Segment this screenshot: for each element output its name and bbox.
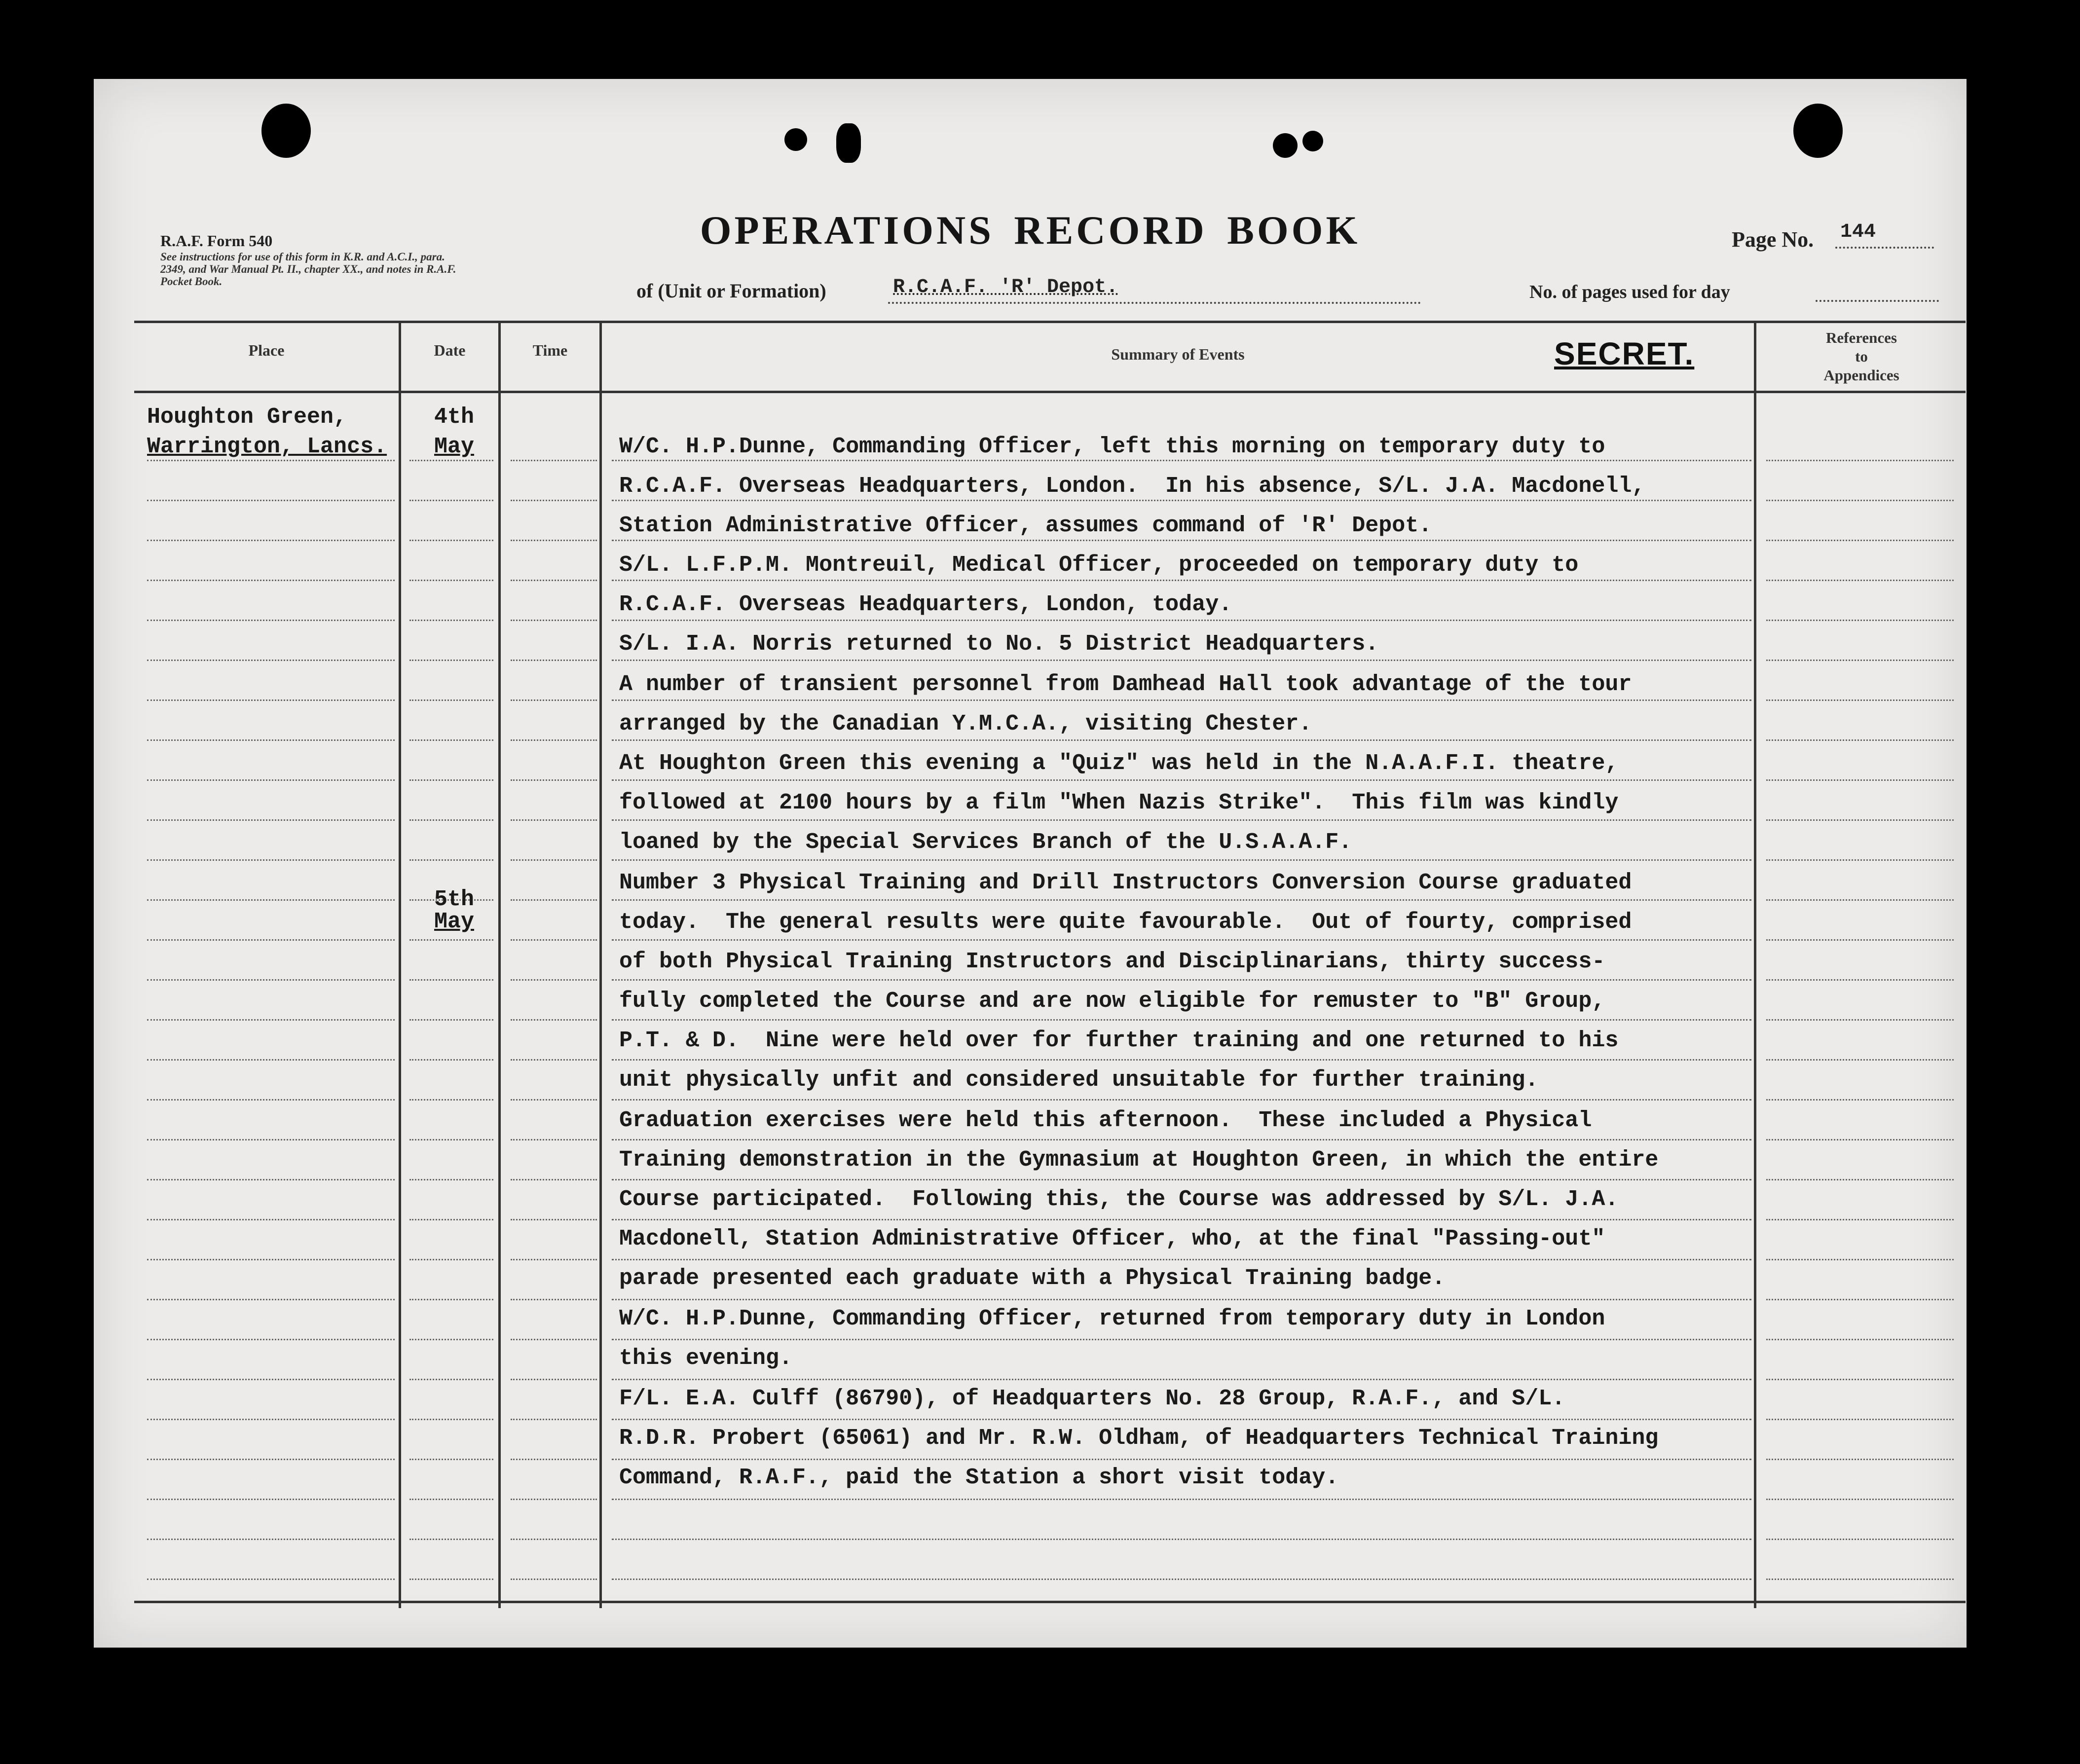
ruled-line xyxy=(612,1219,1751,1220)
ruled-line xyxy=(147,1179,395,1180)
col-divider-date xyxy=(498,321,501,1608)
summary-line: Graduation exercises were held this afternoon. These included a Physical xyxy=(619,1108,1592,1133)
ruled-line xyxy=(511,1139,597,1140)
ruled-line xyxy=(511,899,597,901)
ruled-line xyxy=(511,1539,597,1540)
page-number-line xyxy=(1835,247,1934,249)
table-top-border xyxy=(134,321,1966,323)
date-1-month: May xyxy=(434,434,475,459)
ruled-line xyxy=(1766,779,1954,781)
table-header-divider xyxy=(134,391,1966,393)
summary-line: Number 3 Physical Training and Drill Instructors Conversion Course graduated xyxy=(619,870,1632,895)
ruled-line xyxy=(1766,739,1954,741)
ruled-line xyxy=(147,819,395,821)
ruled-line xyxy=(409,1019,493,1021)
secret-stamp: SECRET. xyxy=(1554,336,1695,371)
ruled-line xyxy=(612,1339,1751,1340)
ruled-line xyxy=(147,779,395,781)
ruled-line xyxy=(409,739,493,741)
place-line-1: Houghton Green, xyxy=(147,404,347,430)
ruled-line xyxy=(1766,580,1954,581)
ruled-line xyxy=(1766,1579,1954,1580)
ruled-line xyxy=(409,580,493,581)
summary-line: of both Physical Training Instructors and Disciplinarians, thirty success- xyxy=(619,949,1605,974)
ruled-line xyxy=(147,660,395,661)
ruled-line xyxy=(409,460,493,461)
punch-hole-left xyxy=(261,104,311,158)
ruled-line xyxy=(511,1259,597,1260)
summary-line: Command, R.A.F., paid the Station a short visit today. xyxy=(619,1465,1339,1490)
ruled-line xyxy=(147,1499,395,1500)
pages-used-label: No. of pages used for day xyxy=(1529,282,1730,302)
references-line-2: to xyxy=(1855,348,1868,365)
ruled-line xyxy=(612,939,1751,941)
ruled-line xyxy=(147,500,395,501)
ruled-line xyxy=(409,939,493,941)
date-2-day: 5th xyxy=(434,887,475,912)
ruled-line xyxy=(409,1579,493,1580)
ruled-line xyxy=(1766,899,1954,901)
summary-line: Training demonstration in the Gymnasium at Houghton Green, in which the entire xyxy=(619,1147,1659,1173)
unit-label: of (Unit or Formation) xyxy=(636,280,826,302)
column-header-summary: Summary of Events xyxy=(1111,345,1245,363)
ruled-line xyxy=(511,699,597,701)
ruled-line xyxy=(147,1019,395,1021)
ruled-line xyxy=(511,1379,597,1380)
ruled-line xyxy=(612,660,1751,661)
ruled-line xyxy=(1766,1259,1954,1260)
ruled-line xyxy=(1766,1179,1954,1180)
ruled-line xyxy=(511,1219,597,1220)
ruled-line xyxy=(409,779,493,781)
ruled-line xyxy=(612,1539,1751,1540)
summary-line: W/C. H.P.Dunne, Commanding Officer, left this morning on temporary duty to xyxy=(619,434,1605,459)
ruled-line xyxy=(1766,1139,1954,1140)
summary-line: unit physically unfit and considered unsuitable for further training. xyxy=(619,1067,1539,1093)
ruled-line xyxy=(147,1339,395,1340)
ruled-line xyxy=(612,1059,1751,1061)
summary-line: parade presented each graduate with a Physical Training badge. xyxy=(619,1266,1446,1291)
ruled-line xyxy=(409,660,493,661)
ruled-line xyxy=(409,859,493,861)
ruled-line xyxy=(612,1579,1751,1580)
page-number: 144 xyxy=(1840,221,1876,243)
summary-line: Course participated. Following this, the Course was addressed by S/L. J.A. xyxy=(619,1187,1619,1212)
ruled-line xyxy=(1766,1419,1954,1420)
ruled-line xyxy=(409,1459,493,1460)
ruled-line xyxy=(511,620,597,621)
punch-mark-2 xyxy=(836,123,861,163)
summary-line: R.C.A.F. Overseas Headquarters, London. In his absence, S/L. J.A. Macdonell, xyxy=(619,474,1645,499)
ruled-line xyxy=(612,819,1751,821)
ruled-line xyxy=(147,979,395,981)
ruled-line xyxy=(1766,1539,1954,1540)
ruled-line xyxy=(511,1499,597,1500)
summary-line: R.C.A.F. Overseas Headquarters, London, today. xyxy=(619,592,1232,617)
ruled-line xyxy=(511,819,597,821)
date-1-day: 4th xyxy=(434,404,475,430)
ruled-line xyxy=(511,580,597,581)
ruled-line xyxy=(147,1539,395,1540)
ruled-line xyxy=(511,1299,597,1300)
column-header-place: Place xyxy=(248,341,285,359)
ruled-line xyxy=(511,660,597,661)
summary-line: today. The general results were quite favourable. Out of fourty, comprised xyxy=(619,910,1632,935)
ruled-line xyxy=(612,899,1751,901)
summary-line: this evening. xyxy=(619,1346,793,1371)
ruled-line xyxy=(1766,1379,1954,1380)
ruled-line xyxy=(1766,540,1954,541)
summary-line: S/L. L.F.P.M. Montreuil, Medical Officer, proceeded on temporary duty to xyxy=(619,552,1579,578)
col-divider-place xyxy=(399,321,401,1608)
summary-line: arranged by the Canadian Y.M.C.A., visiting Chester. xyxy=(619,711,1312,736)
ruled-line xyxy=(147,620,395,621)
ruled-line xyxy=(409,1499,493,1500)
ruled-line xyxy=(409,1339,493,1340)
summary-line: loaned by the Special Services Branch of the U.S.A.A.F. xyxy=(619,830,1352,855)
summary-line: R.D.R. Probert (65061) and Mr. R.W. Oldham, of Headquarters Technical Training xyxy=(619,1426,1659,1451)
summary-line: A number of transient personnel from Damhead Hall took advantage of the tour xyxy=(619,672,1632,697)
ruled-line xyxy=(511,1579,597,1580)
summary-line: fully completed the Course and are now eligible for remuster to "B" Group, xyxy=(619,989,1605,1014)
ruled-line xyxy=(612,1299,1751,1300)
summary-line: At Houghton Green this evening a "Quiz" was held in the N.A.A.F.I. theatre, xyxy=(619,751,1619,776)
ruled-line xyxy=(511,859,597,861)
ruled-line xyxy=(511,779,597,781)
ruled-line xyxy=(147,540,395,541)
unit-line xyxy=(888,302,1421,304)
ruled-line xyxy=(612,1099,1751,1101)
ruled-line xyxy=(612,580,1751,581)
ruled-line xyxy=(511,460,597,461)
ruled-line xyxy=(409,1099,493,1101)
ruled-line xyxy=(612,979,1751,981)
ruled-line xyxy=(612,460,1751,461)
ruled-line xyxy=(409,500,493,501)
ruled-line xyxy=(511,1419,597,1420)
pages-used-line xyxy=(1816,300,1939,302)
ruled-line xyxy=(612,1259,1751,1260)
ruled-line xyxy=(612,859,1751,861)
column-header-date: Date xyxy=(434,341,466,359)
ruled-line xyxy=(147,1219,395,1220)
ruled-line xyxy=(511,1459,597,1460)
ruled-line xyxy=(1766,1339,1954,1340)
summary-line: S/L. I.A. Norris returned to No. 5 District Headquarters. xyxy=(619,631,1379,657)
ruled-line xyxy=(409,699,493,701)
ruled-line xyxy=(147,1299,395,1300)
ruled-line xyxy=(612,1019,1751,1021)
punch-hole-right xyxy=(1793,104,1843,158)
form-number: R.A.F. Form 540 xyxy=(160,232,273,250)
ruled-line xyxy=(1766,699,1954,701)
ruled-line xyxy=(1766,1219,1954,1220)
ruled-line xyxy=(511,540,597,541)
ruled-line xyxy=(147,939,395,941)
ruled-line xyxy=(511,1099,597,1101)
ruled-line xyxy=(1766,660,1954,661)
ruled-line xyxy=(612,779,1751,781)
ruled-line xyxy=(147,1419,395,1420)
ruled-line xyxy=(612,540,1751,541)
ruled-line xyxy=(147,460,395,461)
ruled-line xyxy=(612,699,1751,701)
page-number-label: Page No. xyxy=(1732,227,1814,252)
ruled-line xyxy=(1766,819,1954,821)
ruled-line xyxy=(147,1579,395,1580)
summary-line: P.T. & D. Nine were held over for further training and one returned to his xyxy=(619,1028,1619,1053)
table-bottom-border xyxy=(134,1601,1966,1603)
references-line-1: References xyxy=(1825,329,1897,346)
col-divider-summary xyxy=(1754,321,1756,1608)
punch-mark-1 xyxy=(784,128,807,151)
ruled-line xyxy=(1766,1059,1954,1061)
ruled-line xyxy=(409,1259,493,1260)
ruled-line xyxy=(1766,1099,1954,1101)
ruled-line xyxy=(409,1139,493,1140)
ruled-line xyxy=(612,1179,1751,1180)
ruled-line xyxy=(1766,1459,1954,1460)
ruled-line xyxy=(409,1379,493,1380)
ruled-line xyxy=(1766,1019,1954,1021)
ruled-line xyxy=(511,1059,597,1061)
ruled-line xyxy=(511,1019,597,1021)
summary-line: W/C. H.P.Dunne, Commanding Officer, returned from temporary duty in London xyxy=(619,1306,1605,1331)
ruled-line xyxy=(511,1179,597,1180)
ruled-line xyxy=(147,859,395,861)
ruled-line xyxy=(612,620,1751,621)
ruled-line xyxy=(147,1139,395,1140)
ruled-line xyxy=(409,620,493,621)
ruled-line xyxy=(409,819,493,821)
summary-line: Station Administrative Officer, assumes command of 'R' Depot. xyxy=(619,513,1432,538)
ruled-line xyxy=(147,1459,395,1460)
unit-value: R.C.A.F. 'R' Depot. xyxy=(893,276,1118,298)
ruled-line xyxy=(1766,939,1954,941)
ruled-line xyxy=(612,500,1751,501)
ruled-line xyxy=(612,1499,1751,1500)
ruled-line xyxy=(1766,620,1954,621)
punch-mark-4 xyxy=(1302,131,1323,151)
record-sheet xyxy=(94,79,1967,1648)
ruled-line xyxy=(147,580,395,581)
punch-mark-3 xyxy=(1273,133,1298,158)
ruled-line xyxy=(511,500,597,501)
ruled-line xyxy=(409,1419,493,1420)
place-line-2: Warrington, Lancs. xyxy=(147,434,387,459)
ruled-line xyxy=(612,1379,1751,1380)
ruled-line xyxy=(1766,460,1954,461)
ruled-line xyxy=(612,1419,1751,1420)
column-header-time: Time xyxy=(532,341,568,359)
column-header-references xyxy=(1756,329,1967,385)
ruled-line xyxy=(1766,500,1954,501)
form-instructions: See instructions for use of this form in K.R. and A.C.I., para. 2349, and War Manual Pt. II., chapter XX., and notes in R.A.F. Pocket Book. xyxy=(160,251,456,288)
ruled-line xyxy=(147,1059,395,1061)
ruled-line xyxy=(1766,1299,1954,1300)
ruled-line xyxy=(612,1459,1751,1460)
ruled-line xyxy=(1766,1499,1954,1500)
ruled-line xyxy=(147,1099,395,1101)
summary-line: Macdonell, Station Administrative Officer, who, at the final "Passing-out" xyxy=(619,1226,1605,1251)
ruled-line xyxy=(147,1379,395,1380)
summary-line: followed at 2100 hours by a film "When Nazis Strike". This film was kindly xyxy=(619,790,1619,815)
ruled-line xyxy=(147,1259,395,1260)
ruled-line xyxy=(1766,979,1954,981)
col-divider-time xyxy=(599,321,602,1608)
ruled-line xyxy=(409,540,493,541)
ruled-line xyxy=(409,1539,493,1540)
ruled-line xyxy=(147,699,395,701)
ruled-line xyxy=(147,899,395,901)
references-line-3: Appendices xyxy=(1823,367,1899,384)
ruled-line xyxy=(511,939,597,941)
date-2-month: May xyxy=(434,909,475,934)
ruled-line xyxy=(511,1339,597,1340)
ruled-line xyxy=(511,739,597,741)
ruled-line xyxy=(612,739,1751,741)
summary-line: F/L. E.A. Culff (86790), of Headquarters No. 28 Group, R.A.F., and S/L. xyxy=(619,1386,1565,1411)
ruled-line xyxy=(409,979,493,981)
ruled-line xyxy=(409,1299,493,1300)
ruled-line xyxy=(409,1219,493,1220)
page-title: OPERATIONS RECORD BOOK xyxy=(700,208,1361,253)
ruled-line xyxy=(409,1059,493,1061)
ruled-line xyxy=(511,979,597,981)
ruled-line xyxy=(409,1179,493,1180)
ruled-line xyxy=(1766,859,1954,861)
ruled-line xyxy=(612,1139,1751,1140)
ruled-line xyxy=(147,739,395,741)
